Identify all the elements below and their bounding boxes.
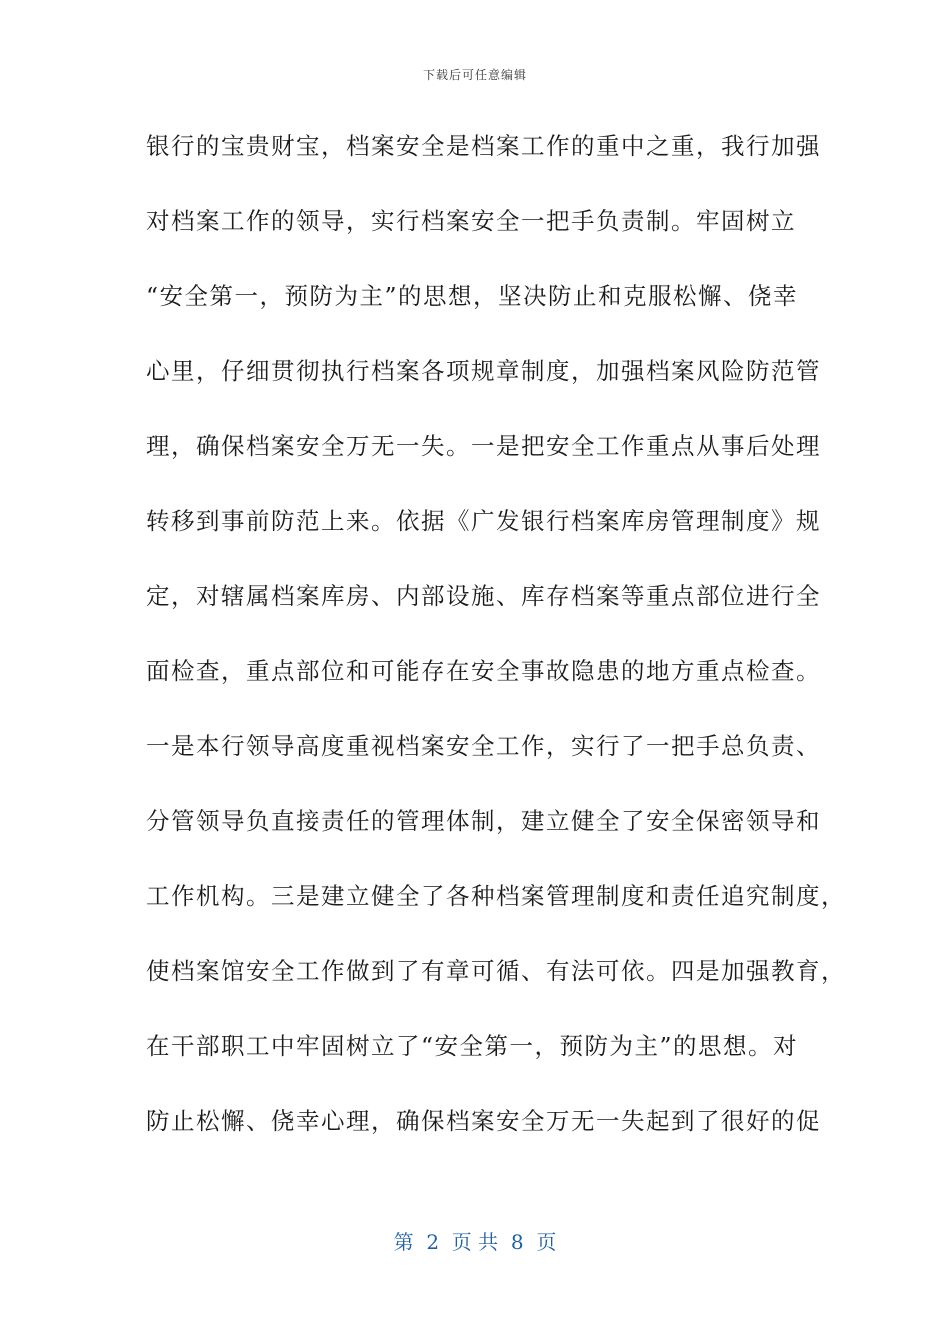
body-line-9: 一是本行领导高度重视档案安全工作，实行了一把手总负责、	[146, 732, 821, 760]
body-line-2: 对档案工作的领导，实行档案安全一把手负责制。牢固树立	[146, 207, 796, 235]
body-line-5: 理，确保档案安全万无一失。一是把安全工作重点从事后处理	[146, 432, 821, 460]
body-line-11: 工作机构。三是建立健全了各种档案管理制度和责任追究制度，	[146, 882, 846, 910]
page-number-footer: 第 2 页 共 8 页	[393, 1230, 557, 1254]
document-body	[146, 122, 846, 1172]
body-line-1: 银行的宝贵财宝，档案安全是档案工作的重中之重，我行加强	[146, 132, 821, 160]
body-line-12: 使档案馆安全工作做到了有章可循、有法可依。四是加强教育，	[146, 957, 846, 985]
body-line-3: “安全第一，预防为主”的思想，坚决防止和克服松懈、侥幸	[146, 282, 799, 310]
body-line-4: 心里，仔细贯彻执行档案各项规章制度，加强档案风险防范管	[146, 357, 821, 385]
body-line-10: 分管领导负直接责任的管理体制，建立健全了安全保密领导和	[146, 807, 821, 835]
body-line-7: 定，对辖属档案库房、内部设施、库存档案等重点部位进行全	[146, 582, 821, 610]
body-line-8: 面检查，重点部位和可能存在安全事故隐患的地方重点检查。	[146, 657, 821, 685]
body-line-6: 转移到事前防范上来。依据《广发银行档案库房管理制度》规	[146, 507, 821, 535]
body-line-14: 防止松懈、侥幸心理，确保档案安全万无一失起到了很好的促	[146, 1107, 821, 1135]
body-line-13: 在干部职工中牢固树立了“安全第一，预防为主”的思想。对	[146, 1032, 799, 1060]
page-header-note: 下载后可任意编辑	[422, 68, 527, 82]
